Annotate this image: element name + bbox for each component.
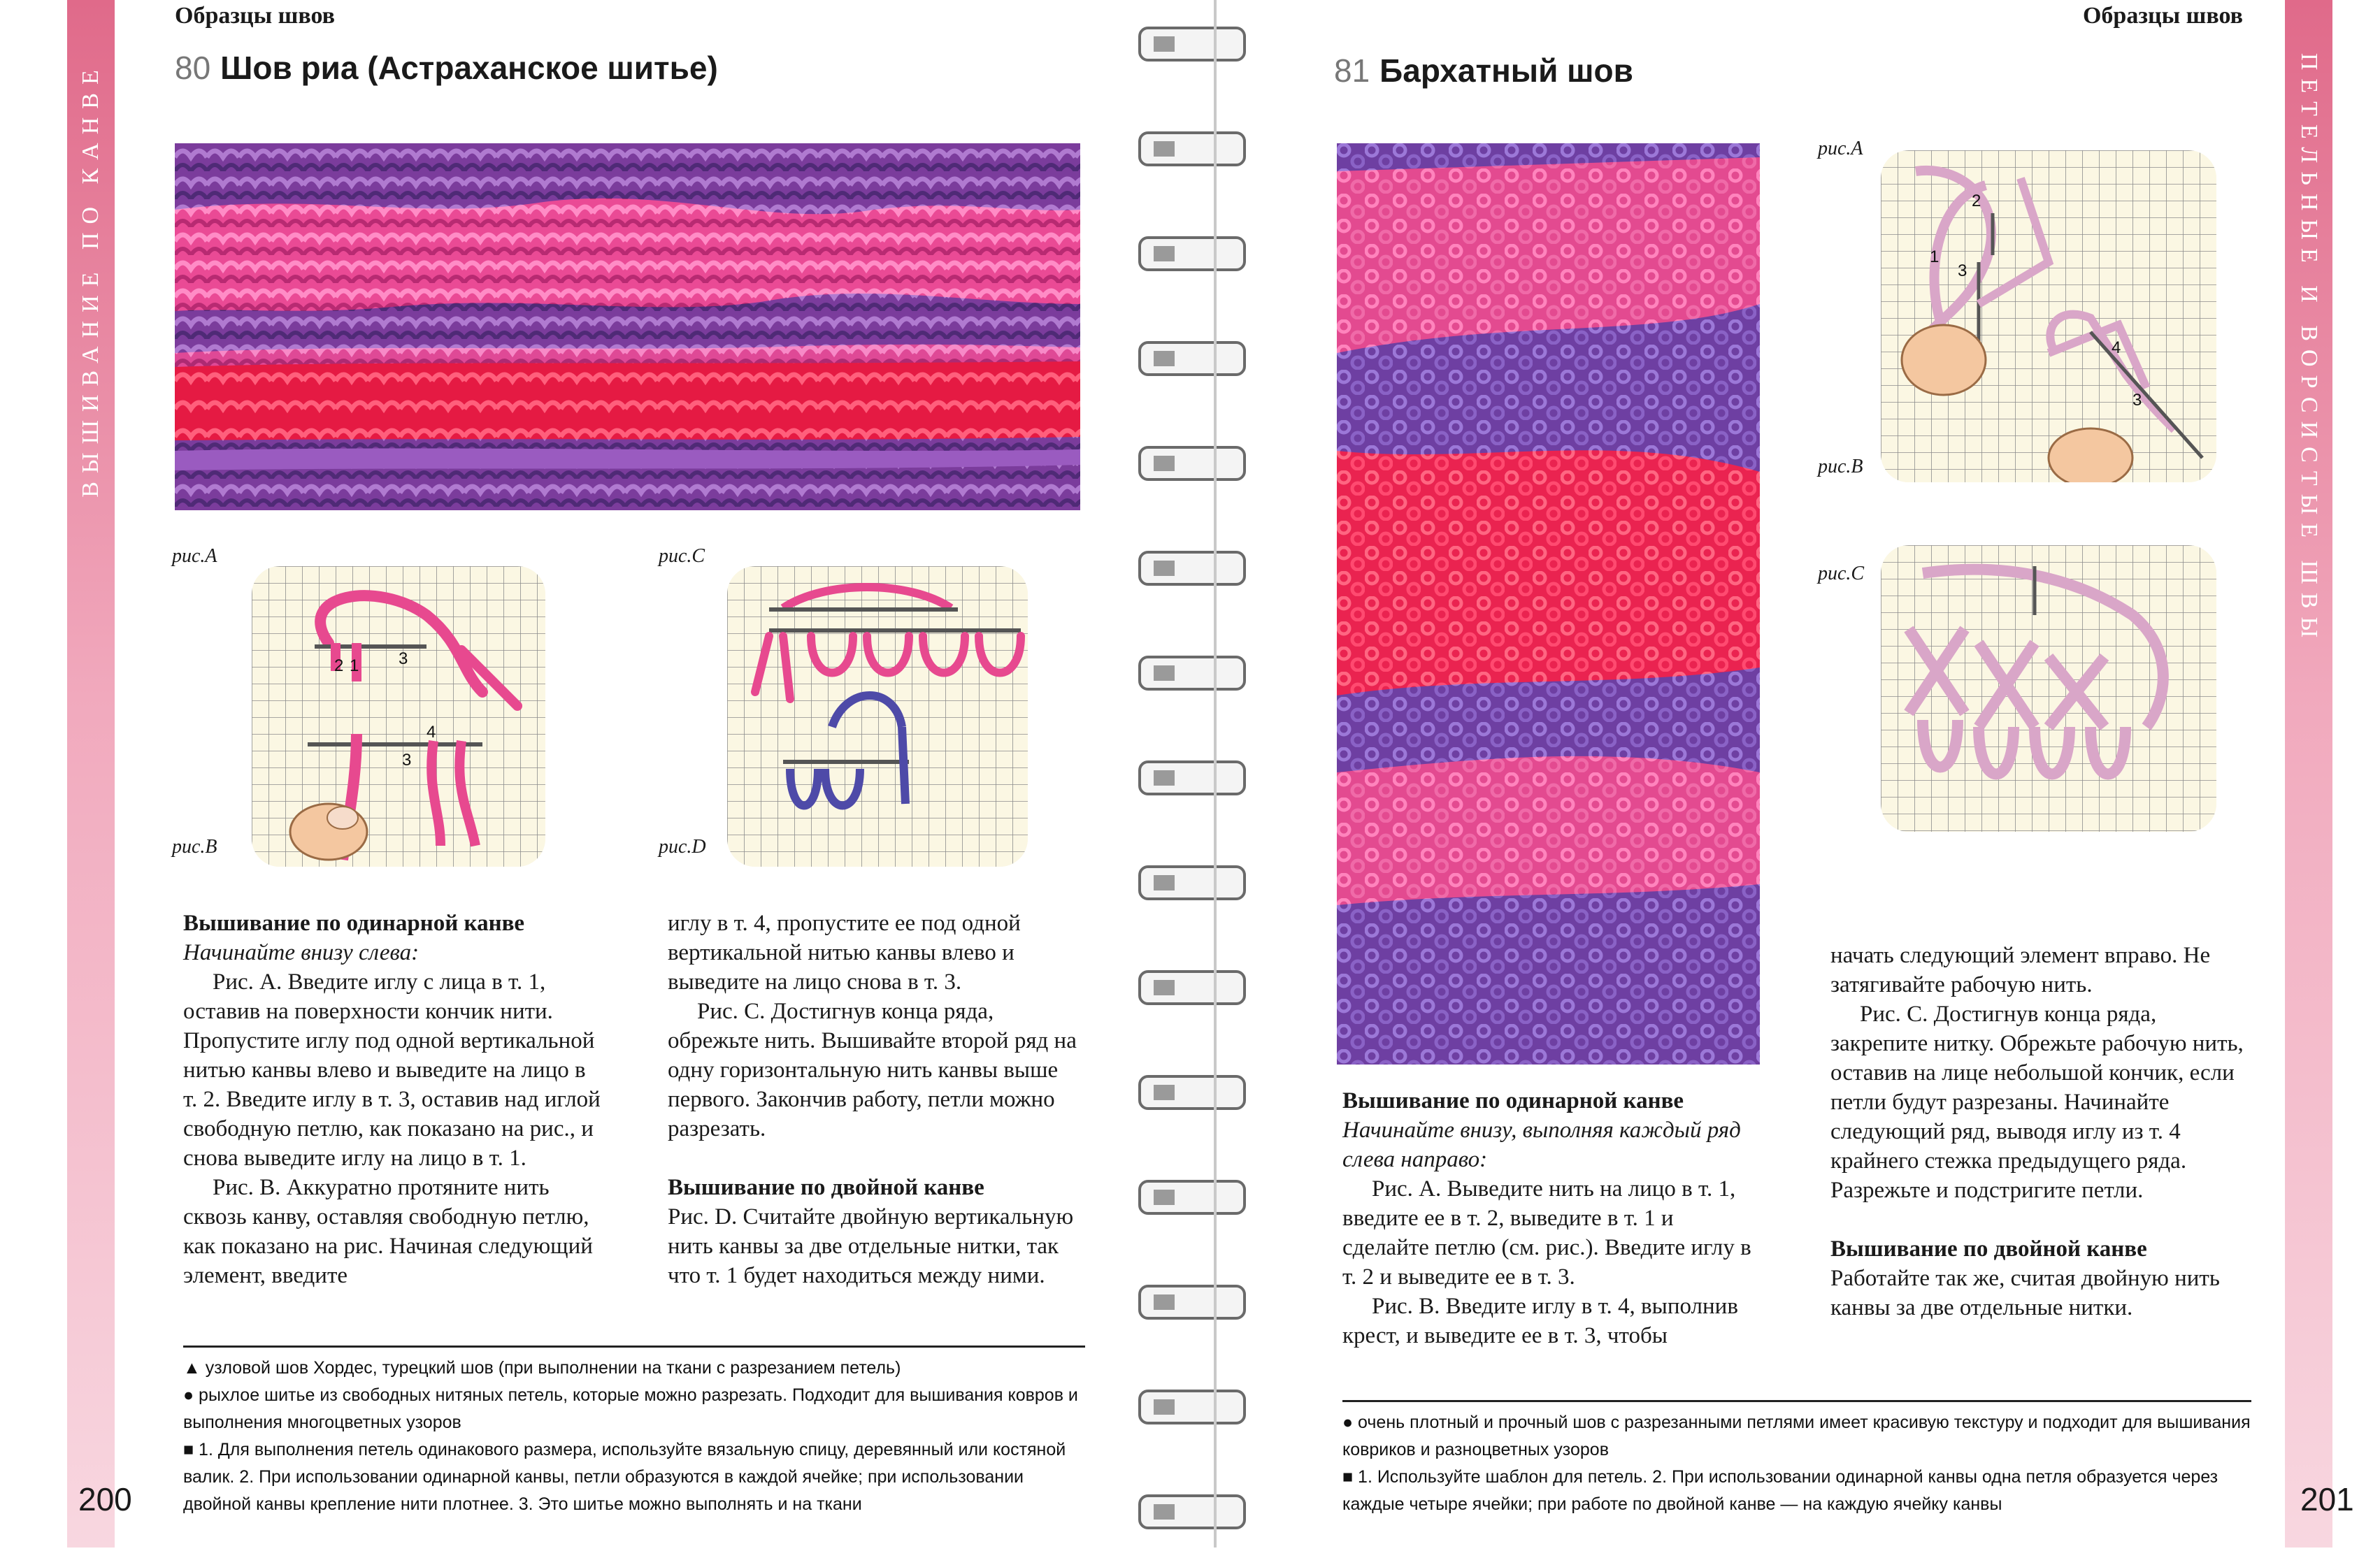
- left-stitch-title: [175, 49, 718, 87]
- fig-80-cd-diagram: [727, 566, 1028, 867]
- fig-81-b-num-4: 4: [2112, 338, 2121, 357]
- fig-81-a-num-1: 1: [1930, 247, 1940, 266]
- stitch-81-photo-svg: [1337, 143, 1760, 1065]
- right-notes: [1342, 1409, 2251, 1518]
- right-note-2: ■ 1. Используйте шаблон для петель. 2. При использовании одинарной канвы одна петля образуется через каждые четыре ячейки; при работе по двойной канве — на каждую ячейку канвы: [1342, 1467, 2218, 1514]
- stitch-80-photo: [175, 143, 1080, 510]
- fig-81-a-num-2: 2: [1972, 192, 1981, 210]
- left-page-header: Образцы швов: [175, 3, 336, 29]
- fig-80-b-label: рис.В: [172, 836, 217, 858]
- right-col1-para-1: Рис. А. Выведите нить на лицо в т. 1, введите ее в т. 2, выведите в т. 1 и сделайте петлю (см. рис.). Введите иглу в т. 2 и выведите ее в т. 3.: [1342, 1176, 1751, 1290]
- fig-80-a-label: рис.А: [172, 545, 217, 567]
- fig-80-c-label: рис.С: [659, 545, 705, 567]
- fig-81-a-label: рис.А: [1818, 138, 1863, 159]
- right-page-number: 201: [2300, 1481, 2354, 1517]
- fig-81-c-diagram: [1881, 545, 2216, 832]
- fig-80-d-label: рис.D: [659, 836, 706, 858]
- fig-80-b-num-4: 4: [426, 723, 436, 742]
- left-notes: [183, 1355, 1085, 1518]
- fig-81-c-label: рис.С: [1818, 563, 1865, 584]
- fig-80-a-num-2: 2: [334, 656, 344, 675]
- right-stitch-number: 81: [1334, 52, 1370, 89]
- left-side-tab-text: ВЫШИВАНИЕ ПО КАНВЕ: [78, 62, 103, 498]
- left-note-3: ■ 1. Для выполнения петель одинакового размера, используйте вязальную спицу, деревянный или костяной валик. 2. При использовании одинарной канвы, петли образуются в каждой ячейке; при использовании двойной канвы крепление нити плотнее. 3. Это шитье можно выполнять и на ткани: [183, 1440, 1066, 1514]
- right-stitch-title: [1334, 52, 1633, 89]
- right-notes-divider: [1342, 1400, 2251, 1402]
- right-text-column-2: [1830, 941, 2257, 1322]
- right-col2-para-1: начать следующий элемент вправо. Не затягивайте рабочую нить.: [1830, 943, 2211, 997]
- right-stitch-name: Бархатный шов: [1379, 52, 1633, 89]
- right-col2-heading: Вышивание по двойной канве: [1830, 1236, 2147, 1262]
- spine-line: [1214, 0, 1217, 1548]
- right-note-1: ● очень плотный и прочный шов с разрезанными петлями имеет красивую текстуру и подходит для вышивания ковриков и разноцветных узоров: [1342, 1413, 2251, 1459]
- fig-80-a-num-3: 3: [399, 649, 408, 668]
- left-col1-para-2: Рис. В. Аккуратно протяните нить сквозь канву, оставляя свободную петлю, как показано на рис. Начиная следующий элемент, введите: [183, 1175, 593, 1288]
- fig-80-a-num-1: 1: [350, 656, 359, 675]
- left-col1-heading: Вышивание по одинарной канве: [183, 911, 525, 936]
- fig-80-b-num-3: 3: [402, 751, 412, 770]
- left-col2-heading: Вышивание по двойной канве: [668, 1175, 984, 1200]
- fig-81-b-num-3: 3: [2132, 391, 2142, 410]
- fig-81-b-label: рис.В: [1818, 456, 1863, 477]
- left-stitch-name: Шов риа (Астраханское шитье): [220, 50, 718, 86]
- fig-80-ab-diagram: [252, 566, 545, 867]
- stitch-81-photo: [1337, 143, 1760, 1065]
- left-note-2: ● рыхлое шитье из свободных нитяных петель, которые можно разрезать. Подходит для вышивания ковров и выполнения многоцветных узоров: [183, 1385, 1078, 1432]
- right-side-tab-text: ПЕТЕЛЬНЫЕ И ВОРСИСТЫЕ ШВЫ: [2296, 52, 2322, 647]
- spiral-rings: [1133, 0, 1252, 1548]
- right-col1-heading: Вышивание по одинарной канве: [1342, 1088, 1684, 1113]
- left-col2-para-1: иглу в т. 4, пропустите ее под одной вертикальной нитью канвы влево и выведите на лицо снова в т. 3.: [668, 911, 1021, 995]
- left-stitch-number: 80: [175, 50, 211, 86]
- left-page-number: 200: [78, 1481, 132, 1517]
- left-note-1: ▲ узловой шов Хордес, турецкий шов (при выполнении на ткани с разрезанием петель): [183, 1358, 901, 1378]
- fig-81-ab-diagram: [1881, 150, 2216, 482]
- left-notes-divider: [183, 1346, 1085, 1348]
- left-col2-para-3: Рис. D. Считайте двойную вертикальную нить канвы за две отдельные нитки, так что т. 1 будет находиться между ними.: [668, 1204, 1074, 1288]
- spiral-binding: [1133, 0, 1252, 1548]
- right-text-column-1: [1342, 1086, 1762, 1350]
- fig-81-a-num-3: 3: [1958, 261, 1967, 280]
- left-col1-para-1: Рис. А. Введите иглу с лица в т. 1, оставив на поверхности кончик нити. Пропустите иглу под одной вертикальной нитью канвы влево и выведите на лицо в т. 2. Введите иглу в т. 3, оставив над иглой свободную петлю, как показано на рис., и снова выведите иглу на лицо в т. 1.: [183, 969, 601, 1171]
- left-text-column-2: [668, 909, 1080, 1290]
- stitch-80-photo-svg: [175, 143, 1080, 510]
- right-page-header: Образцы швов: [2082, 3, 2243, 29]
- left-col2-para-2: Рис. С. Достигнув конца ряда, обрежьте нить. Вышивайте второй ряд на одну горизонтальную нить канвы выше первого. Закончив работу, петли можно разрезать.: [668, 999, 1077, 1141]
- right-col2-para-3: Работайте так же, считая двойную нить канвы за две отдельные нитки.: [1830, 1266, 2220, 1320]
- right-col1-para-2: Рис. В. Введите иглу в т. 4, выполнив крест, и выведите ее в т. 3, чтобы: [1342, 1294, 1738, 1348]
- right-col1-intro: Начинайте внизу, выполняя каждый ряд слева направо:: [1342, 1118, 1741, 1172]
- left-col1-intro: Начинайте внизу слева:: [183, 940, 420, 965]
- left-text-column-1: [183, 909, 603, 1290]
- right-col2-para-2: Рис. С. Достигнув конца ряда, закрепите нитку. Обрежьте рабочую нить, оставив на лице небольшой кончик, если петли будут разрезаны. Начинайте следующий ряд, выводя иглу из т. 4 крайнего стежка предыдущего ряда. Разрежьте и подстригите петли.: [1830, 1002, 2244, 1203]
